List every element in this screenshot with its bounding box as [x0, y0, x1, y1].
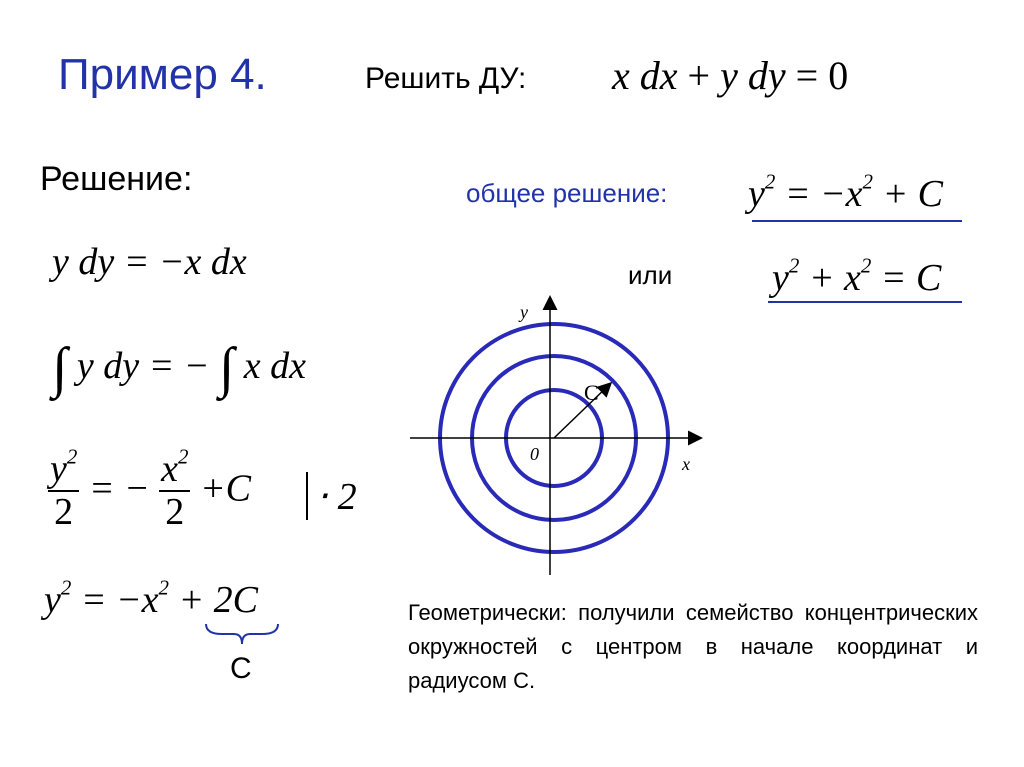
gen-tail: + C [882, 173, 943, 215]
underbrace-icon [200, 620, 284, 650]
slide-title: Пример 4. [58, 50, 267, 99]
step1-equation: y dy = −x dx [52, 241, 247, 283]
step3-equation [48, 444, 251, 534]
eq-y: y [720, 53, 738, 98]
multiply-bar [306, 472, 308, 520]
solution-label: Решение: [40, 160, 193, 198]
alt-solution-underline [768, 301, 962, 303]
frac-pow: 2 [66, 444, 78, 469]
eq-x: x [612, 53, 630, 98]
step2-left: y dy = − [76, 345, 210, 387]
y-axis-label: y [520, 302, 528, 322]
alt-y: y [772, 257, 789, 299]
gen-y: y [748, 173, 765, 215]
step3-tail: +C [199, 467, 251, 510]
step4-pow1: 2 [60, 575, 72, 600]
geometric-explanation: Геометрически: получили семейство концентрических окружностей с центром в начале координат и радиусом С. [408, 600, 978, 693]
step2-equation [52, 336, 306, 400]
alt-tail: = C [880, 257, 942, 299]
integral-sign-icon: ∫ [52, 337, 68, 399]
general-solution-label: общее решение: [466, 178, 668, 208]
frac-den: 2 [165, 490, 185, 533]
frac-pow: 2 [178, 444, 189, 469]
gen-pow2: 2 [862, 169, 873, 194]
eq-plus: + [687, 53, 711, 98]
alt-pow2: 2 [860, 253, 872, 278]
fraction-y2-over-2 [48, 444, 79, 534]
frac-num-x: x [161, 448, 178, 490]
frac-den: 2 [54, 490, 74, 533]
step4-y: y [44, 579, 61, 621]
multiply-by-2: ⋅ 2 [316, 476, 357, 518]
eq-dx: dx [639, 53, 678, 98]
gen-mid: = −x [784, 173, 863, 215]
step2-right: x dx [243, 345, 306, 387]
main-equation [612, 52, 848, 99]
step4-tail: + 2C [178, 579, 258, 621]
alt-pow1: 2 [788, 253, 800, 278]
general-solution-underline [752, 220, 962, 222]
general-solution-equation [748, 169, 943, 216]
x-axis-label: x [682, 454, 690, 474]
integral-sign-icon: ∫ [218, 337, 235, 399]
or-label: или [628, 260, 673, 290]
brace-label: C [230, 652, 252, 685]
fraction-x2-over-2 [159, 444, 190, 534]
eq-zero: 0 [828, 53, 849, 98]
gen-pow1: 2 [764, 169, 776, 194]
origin-label: 0 [530, 444, 539, 464]
eq-dy: dy [747, 53, 786, 98]
alt-mid: + x [808, 257, 861, 299]
step4-equation [44, 575, 258, 622]
eq-equals: = [795, 53, 819, 98]
step3-mid: = − [88, 467, 150, 510]
radius-label: C [584, 380, 599, 405]
task-label: Решить ДУ: [365, 62, 527, 95]
alt-solution-equation [772, 253, 942, 300]
step4-pow2: 2 [158, 575, 169, 600]
circles-graph [400, 290, 710, 580]
frac-num-y: y [50, 448, 67, 490]
step4-mid: = −x [80, 579, 159, 621]
